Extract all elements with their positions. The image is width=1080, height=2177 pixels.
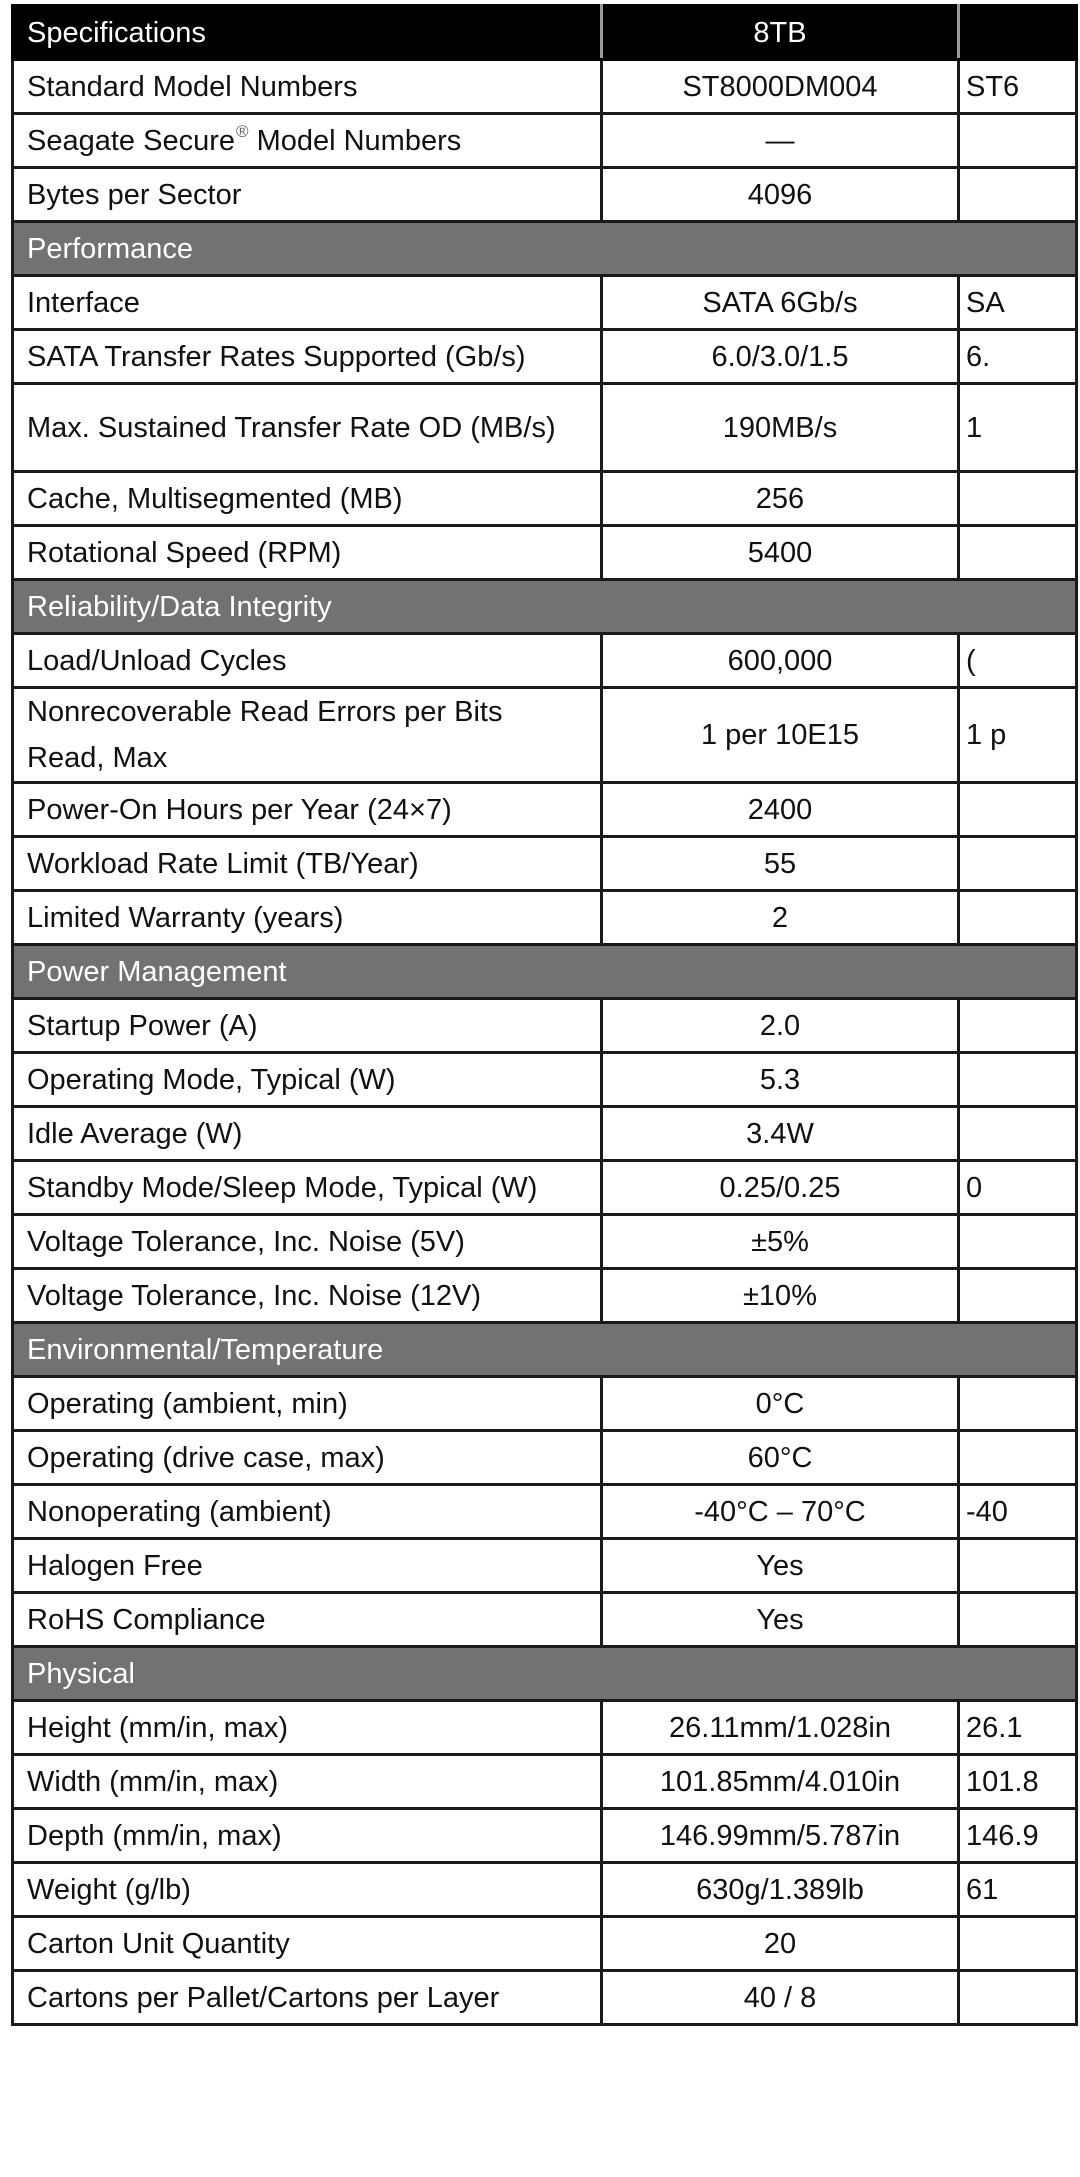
registered-trademark-mark: ® xyxy=(235,121,249,141)
spec-value-next-column: ST6 xyxy=(959,60,1077,114)
spec-value-8tb: — xyxy=(602,114,959,168)
spec-value-8tb: ±10% xyxy=(602,1269,959,1323)
table-row xyxy=(13,1215,1077,1269)
spec-label: Power-On Hours per Year (24×7) xyxy=(13,783,602,837)
spec-value-8tb: 20 xyxy=(602,1917,959,1971)
spec-label: Cartons per Pallet/Cartons per Layer xyxy=(13,1971,602,2025)
section-title: Performance xyxy=(13,222,1077,276)
spec-value-next-column xyxy=(959,526,1077,580)
table-row xyxy=(13,1539,1077,1593)
spec-value-8tb: ±5% xyxy=(602,1215,959,1269)
spec-label: Max. Sustained Transfer Rate OD (MB/s) xyxy=(13,384,602,472)
spec-value-next-column: 1 p xyxy=(959,688,1077,783)
table-row xyxy=(13,1863,1077,1917)
spec-value-8tb: 2400 xyxy=(602,783,959,837)
spec-label: RoHS Compliance xyxy=(13,1593,602,1647)
table-row xyxy=(13,1107,1077,1161)
table-row xyxy=(13,1701,1077,1755)
spec-value-8tb: Yes xyxy=(602,1539,959,1593)
spec-value-next-column xyxy=(959,1107,1077,1161)
table-header-row xyxy=(13,6,1077,60)
spec-label: Interface xyxy=(13,276,602,330)
table-row xyxy=(13,276,1077,330)
spec-value-8tb: Yes xyxy=(602,1593,959,1647)
table-row xyxy=(13,1269,1077,1323)
spec-label: Operating (ambient, min) xyxy=(13,1377,602,1431)
section-title: Reliability/Data Integrity xyxy=(13,580,1077,634)
table-row xyxy=(13,1377,1077,1431)
table-row xyxy=(13,891,1077,945)
table-row xyxy=(13,1917,1077,1971)
table-row xyxy=(13,783,1077,837)
table-row xyxy=(13,1161,1077,1215)
spec-value-8tb: 1 per 10E15 xyxy=(602,688,959,783)
table-row xyxy=(13,634,1077,688)
spec-value-8tb: 0.25/0.25 xyxy=(602,1161,959,1215)
spec-value-next-column xyxy=(959,837,1077,891)
table-row xyxy=(13,168,1077,222)
spec-value-next-column xyxy=(959,1431,1077,1485)
spec-value-next-column xyxy=(959,1593,1077,1647)
section-header-environmental-temperature xyxy=(13,1323,1077,1377)
section-header-performance xyxy=(13,222,1077,276)
spec-value-next-column: ( xyxy=(959,634,1077,688)
table-row xyxy=(13,114,1077,168)
spec-value-next-column xyxy=(959,891,1077,945)
table-row xyxy=(13,472,1077,526)
table-row xyxy=(13,1971,1077,2025)
table-row xyxy=(13,1809,1077,1863)
spec-label: Load/Unload Cycles xyxy=(13,634,602,688)
header-capacity-8tb: 8TB xyxy=(602,6,959,60)
spec-value-8tb: 146.99mm/5.787in xyxy=(602,1809,959,1863)
spec-value-next-column xyxy=(959,1053,1077,1107)
spec-value-next-column xyxy=(959,168,1077,222)
table-row xyxy=(13,1485,1077,1539)
spec-value-8tb: 26.11mm/1.028in xyxy=(602,1701,959,1755)
spec-label: Standby Mode/Sleep Mode, Typical (W) xyxy=(13,1161,602,1215)
spec-label xyxy=(13,114,602,168)
spec-value-8tb: 4096 xyxy=(602,168,959,222)
table-row xyxy=(13,1053,1077,1107)
spec-value-8tb: 3.4W xyxy=(602,1107,959,1161)
section-header-power-management xyxy=(13,945,1077,999)
spec-value-next-column: 61 xyxy=(959,1863,1077,1917)
spec-value-next-column: 101.8 xyxy=(959,1755,1077,1809)
spec-label: Halogen Free xyxy=(13,1539,602,1593)
table-row xyxy=(13,330,1077,384)
section-title: Environmental/Temperature xyxy=(13,1323,1077,1377)
spec-value-next-column: 0 xyxy=(959,1161,1077,1215)
spec-value-next-column xyxy=(959,783,1077,837)
spec-label: SATA Transfer Rates Supported (Gb/s) xyxy=(13,330,602,384)
spec-value-8tb: 101.85mm/4.010in xyxy=(602,1755,959,1809)
spec-value-8tb: 256 xyxy=(602,472,959,526)
section-title: Physical xyxy=(13,1647,1077,1701)
spec-value-8tb: -40°C – 70°C xyxy=(602,1485,959,1539)
spec-value-8tb: 60°C xyxy=(602,1431,959,1485)
spec-label: Depth (mm/in, max) xyxy=(13,1809,602,1863)
spec-value-next-column xyxy=(959,1269,1077,1323)
spec-value-8tb: 0°C xyxy=(602,1377,959,1431)
spec-value-8tb: SATA 6Gb/s xyxy=(602,276,959,330)
table-row xyxy=(13,1431,1077,1485)
section-header-reliability-data-integrity xyxy=(13,580,1077,634)
spec-label: Idle Average (W) xyxy=(13,1107,602,1161)
spec-value-next-column xyxy=(959,1917,1077,1971)
spec-label: Nonrecoverable Read Errors per Bits Read, Max xyxy=(13,688,602,783)
spec-label: Operating (drive case, max) xyxy=(13,1431,602,1485)
spec-value-next-column xyxy=(959,1215,1077,1269)
specifications-table-body xyxy=(13,6,1077,2025)
spec-label: Operating Mode, Typical (W) xyxy=(13,1053,602,1107)
spec-value-next-column: 26.1 xyxy=(959,1701,1077,1755)
spec-value-8tb: 55 xyxy=(602,837,959,891)
spec-label: Voltage Tolerance, Inc. Noise (12V) xyxy=(13,1269,602,1323)
table-row xyxy=(13,1593,1077,1647)
spec-label: Voltage Tolerance, Inc. Noise (5V) xyxy=(13,1215,602,1269)
spec-value-8tb: 2.0 xyxy=(602,999,959,1053)
spec-label-text: Seagate Secure xyxy=(27,124,235,157)
spec-value-next-column xyxy=(959,1971,1077,2025)
spec-value-8tb: 190MB/s xyxy=(602,384,959,472)
section-title: Power Management xyxy=(13,945,1077,999)
spec-value-8tb: 2 xyxy=(602,891,959,945)
spec-label: Rotational Speed (RPM) xyxy=(13,526,602,580)
specifications-table xyxy=(11,4,1078,2026)
spec-value-8tb: 5400 xyxy=(602,526,959,580)
spec-label: Startup Power (A) xyxy=(13,999,602,1053)
spec-value-next-column: -40 xyxy=(959,1485,1077,1539)
spec-label: Workload Rate Limit (TB/Year) xyxy=(13,837,602,891)
spec-value-next-column xyxy=(959,114,1077,168)
header-next-capacity-column xyxy=(959,6,1077,60)
header-specifications-label: Specifications xyxy=(13,6,602,60)
spec-value-8tb: 40 / 8 xyxy=(602,1971,959,2025)
spec-label: Nonoperating (ambient) xyxy=(13,1485,602,1539)
spec-label: Cache, Multisegmented (MB) xyxy=(13,472,602,526)
spec-label: Bytes per Sector xyxy=(13,168,602,222)
spec-value-next-column xyxy=(959,1539,1077,1593)
spec-label: Height (mm/in, max) xyxy=(13,1701,602,1755)
spec-value-8tb: 5.3 xyxy=(602,1053,959,1107)
spec-value-next-column: SA xyxy=(959,276,1077,330)
table-row xyxy=(13,60,1077,114)
table-row xyxy=(13,1755,1077,1809)
spec-value-next-column: 146.9 xyxy=(959,1809,1077,1863)
spec-value-next-column: 6. xyxy=(959,330,1077,384)
spec-value-8tb: 600,000 xyxy=(602,634,959,688)
table-row xyxy=(13,526,1077,580)
spec-value-next-column xyxy=(959,999,1077,1053)
spec-value-8tb: ST8000DM004 xyxy=(602,60,959,114)
table-row xyxy=(13,688,1077,783)
section-header-physical xyxy=(13,1647,1077,1701)
spec-value-8tb: 6.0/3.0/1.5 xyxy=(602,330,959,384)
spec-label: Carton Unit Quantity xyxy=(13,1917,602,1971)
spec-value-next-column xyxy=(959,472,1077,526)
table-row xyxy=(13,837,1077,891)
table-row xyxy=(13,999,1077,1053)
spec-label: Weight (g/lb) xyxy=(13,1863,602,1917)
spec-label: Limited Warranty (years) xyxy=(13,891,602,945)
spec-label: Standard Model Numbers xyxy=(13,60,602,114)
spec-label: Width (mm/in, max) xyxy=(13,1755,602,1809)
spec-label-suffix: Model Numbers xyxy=(248,124,462,157)
spec-value-8tb: 630g/1.389lb xyxy=(602,1863,959,1917)
spec-value-next-column xyxy=(959,1377,1077,1431)
table-row xyxy=(13,384,1077,472)
spec-value-next-column: 1 xyxy=(959,384,1077,472)
